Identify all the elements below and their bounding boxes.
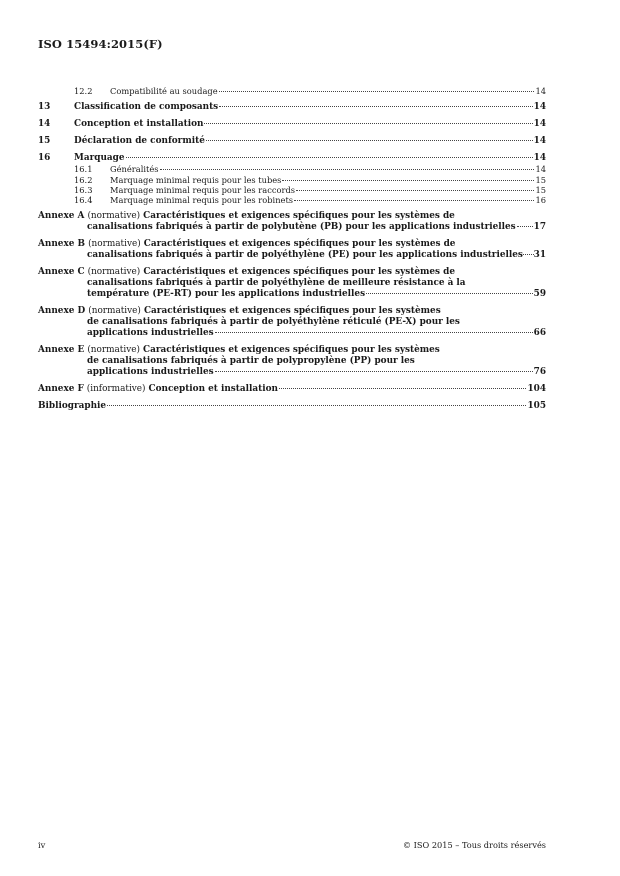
toc-entry-page: 14 <box>533 102 546 113</box>
annex-kind: (normative) <box>88 239 141 250</box>
leader-dots <box>219 106 532 107</box>
annex-title-line: applications industrielles <box>87 328 214 339</box>
annex-label: Annexe D <box>38 306 86 317</box>
annex-title-line: canalisations fabriqués à partir de polyéthylène de meilleure résistance à la <box>87 278 466 289</box>
toc-entry-page: 14 <box>533 136 546 147</box>
annex-title-line: canalisations fabriqués à partir de polyéthylène (PE) pour les applications industrielles <box>87 250 523 261</box>
toc-entry-16-4[interactable] <box>38 195 546 205</box>
toc-entry-16-2[interactable] <box>38 175 546 185</box>
toc-entry-title: Déclaration de conformité <box>74 136 205 147</box>
toc-entry-page: 17 <box>533 222 546 233</box>
annex-title-line: de canalisations fabriqués à partir de polypropylène (PP) pour les <box>87 356 415 367</box>
leader-dots <box>107 405 526 406</box>
toc-entry-page: 16 <box>535 195 546 206</box>
leader-dots <box>282 180 534 181</box>
annex-label: Annexe E <box>38 345 85 356</box>
toc-entry-title: Conception et installation <box>74 119 204 130</box>
toc-annex-b[interactable] <box>38 239 546 261</box>
toc-entry-page: 105 <box>527 401 546 412</box>
annex-label: Annexe C <box>38 267 85 278</box>
toc-entry-page: 14 <box>535 164 546 175</box>
annex-title-line: Caractéristiques et exigences spécifiques pour les systèmes <box>143 345 440 356</box>
toc-entry-16[interactable] <box>38 153 546 164</box>
toc-entry-page: 76 <box>533 367 546 378</box>
leader-dots <box>517 226 533 227</box>
toc-entry-number: 14 <box>38 119 51 130</box>
annex-title-line: de canalisations fabriqués à partir de polyéthylène réticulé (PE-X) pour les <box>87 317 460 328</box>
toc-entry-number: 15 <box>38 136 51 147</box>
toc-entry-title: Bibliographie <box>38 401 107 412</box>
toc-annex-a[interactable] <box>38 211 546 233</box>
toc-entry-16-1[interactable] <box>38 164 546 174</box>
leader-dots <box>219 91 535 92</box>
toc-entry-title: Marquage minimal requis pour les raccords <box>110 184 296 195</box>
toc-entry-16-3[interactable] <box>38 185 546 195</box>
toc-entry-title: Classification de composants <box>74 102 219 113</box>
leader-dots <box>204 123 532 124</box>
leader-dots <box>215 332 533 333</box>
toc-entry-page: 14 <box>533 153 546 164</box>
annex-kind: (normative) <box>87 267 141 278</box>
toc-entry-title: Marquage minimal requis pour les tubes <box>110 174 282 185</box>
annex-title-line: Conception et installation <box>148 384 278 395</box>
annex-title-line: température (PE-RT) pour les applications industrielles <box>87 289 366 300</box>
toc-entry-12-2[interactable] <box>38 86 546 96</box>
toc-entry-number: 16 <box>38 153 51 164</box>
annex-label: Annexe F <box>38 384 84 395</box>
toc-entry-number: 16.1 <box>74 164 93 175</box>
annex-label: Annexe A <box>38 211 85 222</box>
leader-dots <box>215 371 533 372</box>
leader-dots <box>126 157 533 158</box>
toc-entry-number: 12.2 <box>74 86 93 96</box>
annex-kind: (normative) <box>87 211 141 222</box>
toc-entry-page: 66 <box>533 328 546 339</box>
toc-entry-page: 104 <box>527 384 546 395</box>
toc-entry-title: Généralités <box>110 164 159 175</box>
leader-dots <box>279 388 526 389</box>
toc-entry-page: 31 <box>533 250 546 261</box>
toc-entry-page: 14 <box>533 119 546 130</box>
toc-entry-number: 16.4 <box>74 195 93 206</box>
annex-title-line: Caractéristiques et exigences spécifiques pour les systèmes <box>143 306 441 317</box>
toc-annex-e[interactable] <box>38 345 546 378</box>
toc-entry-title: Marquage <box>74 153 125 164</box>
annex-kind: (informative) <box>86 384 146 395</box>
annex-kind: (normative) <box>88 306 141 317</box>
leader-dots <box>160 169 535 170</box>
toc-entry-page: 14 <box>535 86 546 96</box>
annex-title-line: Caractéristiques et exigences spécifiques pour les systèmes de <box>143 267 455 278</box>
leader-dots <box>296 190 534 191</box>
copyright-notice: © ISO 2015 – Tous droits réservés <box>402 840 546 850</box>
leader-dots <box>206 140 533 141</box>
annex-label: Annexe B <box>38 239 85 250</box>
annex-title-line: Caractéristiques et exigences spécifiques pour les systèmes de <box>143 239 456 250</box>
toc-annex-f[interactable] <box>38 384 546 395</box>
toc-annex-d[interactable] <box>38 306 546 339</box>
toc-annex-c[interactable] <box>38 267 546 300</box>
toc-entry-number: 16.3 <box>74 184 93 195</box>
toc-entry-number: 16.2 <box>74 174 93 185</box>
toc-entry-15[interactable] <box>38 136 546 147</box>
page-number: iv <box>38 840 46 850</box>
toc-entry-13[interactable] <box>38 102 546 113</box>
annex-kind: (normative) <box>87 345 140 356</box>
leader-dots <box>294 200 534 201</box>
annex-title-line: Caractéristiques et exigences spécifiques pour les systèmes de <box>143 211 455 222</box>
toc-entry-title: Marquage minimal requis pour les robinets <box>110 195 294 206</box>
toc-entry-14[interactable] <box>38 119 546 130</box>
leader-dots <box>523 254 534 255</box>
toc-entry-page: 15 <box>535 174 546 185</box>
document-id: ISO 15494:2015(F) <box>38 37 163 51</box>
leader-dots <box>366 293 533 294</box>
toc-entry-page: 15 <box>535 184 546 195</box>
toc-entry-number: 13 <box>38 102 51 113</box>
table-of-contents <box>38 86 546 412</box>
toc-entry-page: 59 <box>533 289 546 300</box>
toc-entry-title: Compatibilité au soudage <box>110 86 218 96</box>
annex-title-line: canalisations fabriqués à partir de polybutène (PB) pour les applications industrielles <box>87 222 516 233</box>
annex-title-line: applications industrielles <box>87 367 214 378</box>
page-footer <box>38 840 546 850</box>
toc-bibliography[interactable] <box>38 401 546 412</box>
